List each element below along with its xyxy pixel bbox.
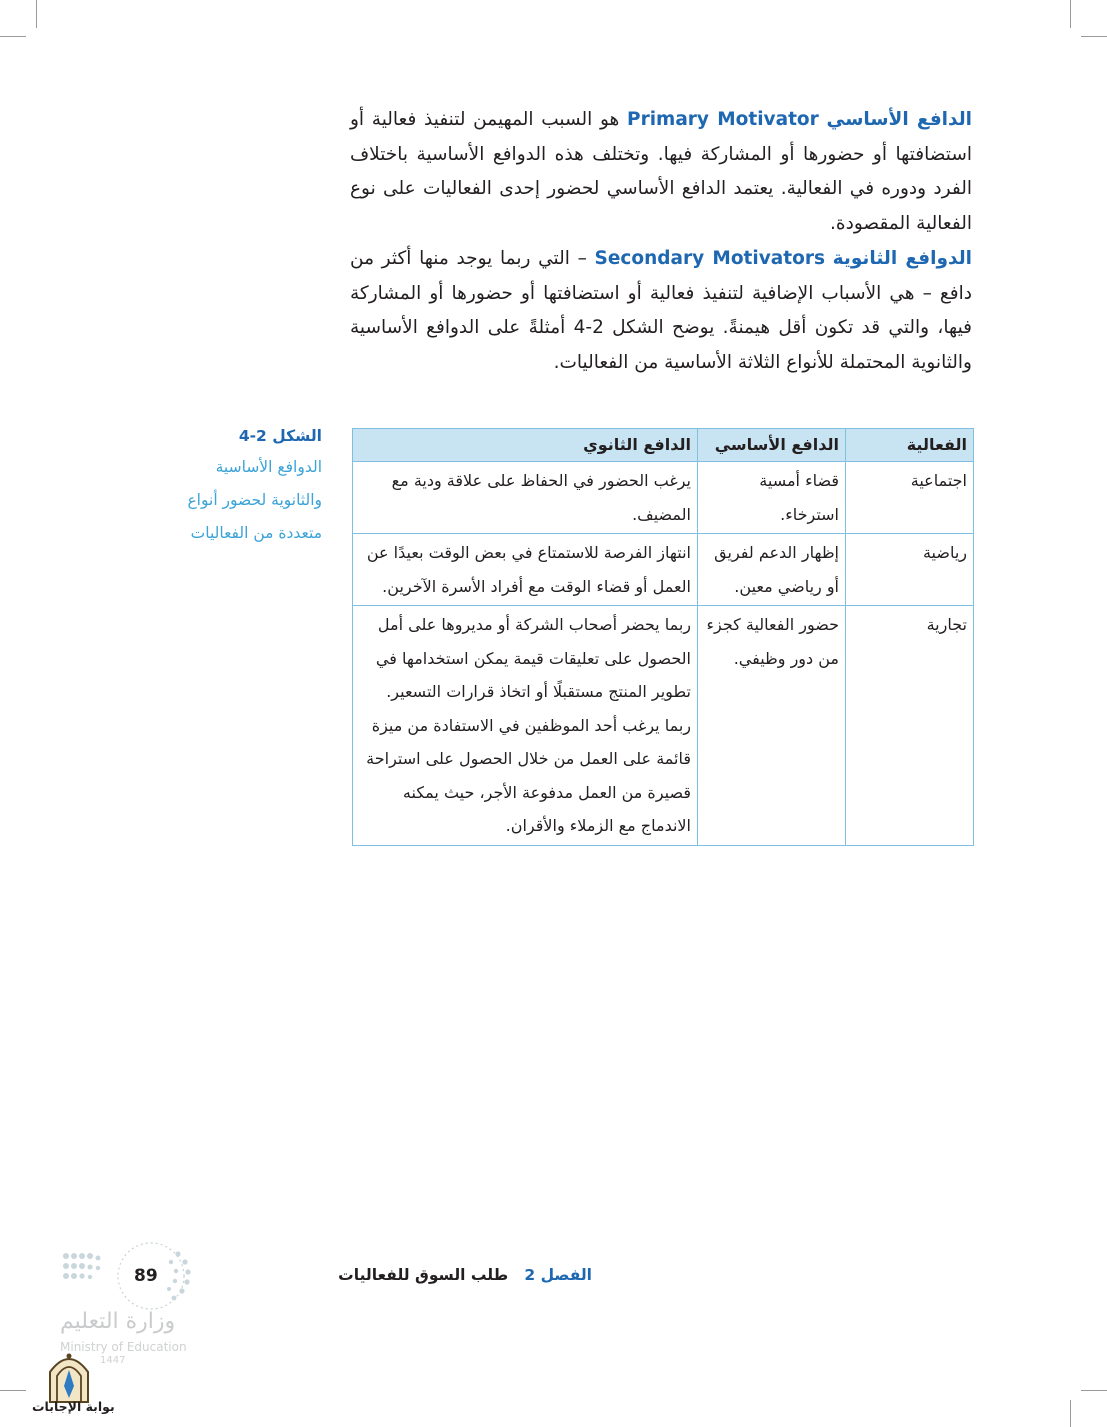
chapter-label: الفصل 2 xyxy=(524,1266,592,1284)
term-primary-en: Primary Motivator xyxy=(627,109,819,130)
term-primary-ar: الدافع الأساسي xyxy=(826,109,972,130)
caption-line: والثانوية لحضور أنواع xyxy=(187,491,322,509)
ministry-name-ar: وزارة التعليم xyxy=(60,1309,176,1334)
table-row xyxy=(353,606,974,846)
cell-secondary: يرغب الحضور في الحفاظ على علاقة ودية مع المضيف. xyxy=(353,462,698,534)
header-secondary: الدافع الثانوي xyxy=(353,429,698,462)
portal-name: بوابة الإجابات xyxy=(32,1399,115,1414)
header-primary: الدافع الأساسي xyxy=(698,429,846,462)
table-row xyxy=(353,462,974,534)
header-event: الفعالية xyxy=(846,429,974,462)
paragraph-text: هو السبب المهيمن لتنفيذ فعالية أو استضافتها أو حضورها أو المشاركة فيها. وتختلف هذه الدوافع الأساسية باختلاف الفرد ودوره في الفعالية. يعتمد الدافع الأساسي لحضور إحدى الفعاليات على نوع الفعالية المقصودة. xyxy=(350,109,972,234)
motivators-table xyxy=(352,428,974,846)
ministry-year: 1447 xyxy=(100,1355,126,1366)
caption-line: الدوافع الأساسية xyxy=(215,458,322,476)
ministry-name-en: Ministry of Education xyxy=(60,1340,187,1354)
chapter-title: طلب السوق للفعاليات xyxy=(338,1266,509,1284)
crop-mark xyxy=(1081,36,1107,37)
term-secondary-ar: الدوافع الثانوية xyxy=(832,248,972,269)
cell-secondary: انتهاز الفرصة للاستمتاع في بعض الوقت بعيدًا عن العمل أو قضاء الوقت مع أفراد الأسرة الآخرين. xyxy=(353,534,698,606)
crop-mark xyxy=(1081,1390,1107,1391)
cell-event: تجارية xyxy=(846,606,974,846)
paragraph-secondary-motivators xyxy=(350,242,972,380)
cell-primary: إظهار الدعم لفريق أو رياضي معين. xyxy=(698,534,846,606)
page-number: 89 xyxy=(134,1266,158,1286)
portal-logo-icon xyxy=(44,1348,94,1404)
crop-mark xyxy=(0,1390,26,1391)
ministry-dots-icon xyxy=(60,1250,108,1286)
figure-caption xyxy=(150,421,322,550)
table-header-row xyxy=(353,429,974,462)
cell-event: اجتماعية xyxy=(846,462,974,534)
cell-primary: قضاء أمسية استرخاء. xyxy=(698,462,846,534)
table-row xyxy=(353,534,974,606)
running-footer xyxy=(340,1266,592,1284)
crop-mark xyxy=(1070,0,1071,28)
figure-number: الشكل 2-4 xyxy=(238,427,322,445)
cell-event: رياضية xyxy=(846,534,974,606)
crop-mark xyxy=(1070,1400,1071,1427)
cell-secondary: ربما يحضر أصحاب الشركة أو مديروها على أمل الحصول على تعليقات قيمة يمكن استخدامها في تطوير المنتج مستقبلًا أو اتخاذ قرارات التسعير. ربما يرغب أحد الموظفين في الاستفادة من ميزة قائمة على العمل من خلال الحصول على استراحة قصيرة من العمل مدفوعة الأجر، حيث يمكنه الاندماج مع الزملاء والأقران. xyxy=(353,606,698,846)
caption-line: متعددة من الفعاليات xyxy=(190,524,322,542)
crop-mark xyxy=(36,0,37,28)
paragraph-primary-motivator xyxy=(350,103,972,241)
term-secondary-en: Secondary Motivators xyxy=(594,248,825,269)
cell-primary: حضور الفعالية كجزء من دور وظيفي. xyxy=(698,606,846,846)
paragraph-text: – التي ربما يوجد منها أكثر من دافع – هي الأسباب الإضافية لتنفيذ فعالية أو استضافتها أو حضورها أو المشاركة فيها، والتي قد تكون أقل هيمنةً. يوضح الشكل 2-4 أمثلةً على الدوافع الأساسية والثانوية المحتملة للأنواع الثلاثة الأساسية من الفعاليات. xyxy=(350,248,972,373)
crop-mark xyxy=(0,36,26,37)
